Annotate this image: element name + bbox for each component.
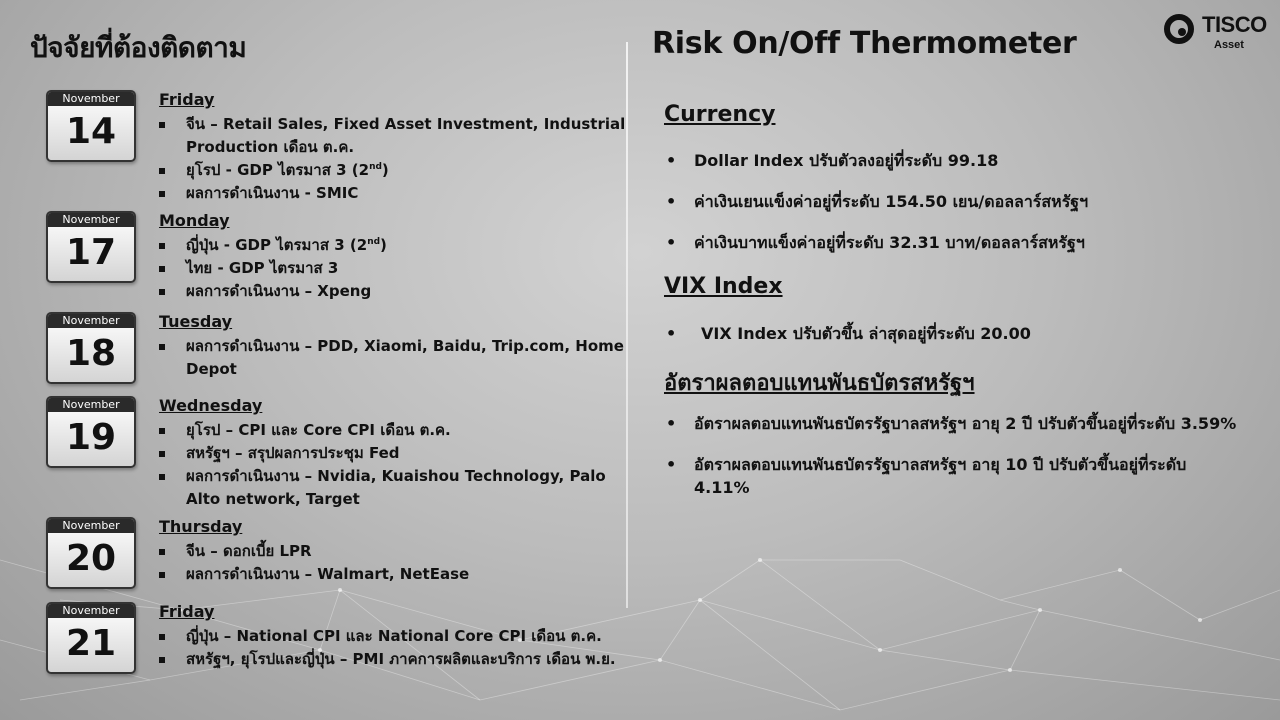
weekday-label: Monday [159,211,230,230]
event-list [159,419,629,511]
weekday-label: Tuesday [159,312,233,331]
event-item: ผลการดำเนินงาน – Walmart, NetEase [159,563,629,586]
event-item: ไทย - GDP ไตรมาส 3 [159,257,629,280]
vix-item: • VIX Index ปรับตัวขึ้น ล่าสุดอยู่ที่ระดับ 20.00 [664,322,1244,345]
weekday-label: Friday [159,602,215,621]
event-list [159,540,629,586]
event-item: ยุโรป – CPI และ Core CPI เดือน ต.ค. [159,419,629,442]
event-item: สหรัฐฯ, ยุโรปและญี่ปุ่น – PMI ภาคการผลิตและบริการ เดือน พ.ย. [159,648,629,671]
event-item: จีน – Retail Sales, Fixed Asset Investment, Industrial Production เดือน ต.ค. [159,113,629,159]
calendar-month: November [48,604,134,618]
event-list [159,234,629,303]
bond-yield-item: • อัตราผลตอบแทนพันธบัตรรัฐบาลสหรัฐฯ อายุ 2 ปี ปรับตัวขึ้นอยู่ที่ระดับ 3.59% [664,412,1244,435]
logo-brand-text: TISCO [1202,12,1267,37]
calendar-month: November [48,314,134,328]
event-item: ผลการดำเนินงาน - SMIC [159,182,629,205]
calendar-icon [46,396,136,468]
event-item: ผลการดำเนินงาน – Nvidia, Kuaishou Technology, Palo Alto network, Target [159,465,629,511]
calendar-date: 21 [65,623,117,664]
brand-logo [1164,12,1267,58]
currency-item: • ค่าเงินเยนแข็งค่าอยู่ที่ระดับ 154.50 เยน/ดอลลาร์สหรัฐฯ [664,190,1244,213]
bond-yield-section-title: อัตราผลตอบแทนพันธบัตรสหรัฐฯ [664,371,975,396]
calendar-month: November [48,92,134,106]
calendar-month: November [48,519,134,533]
thermometer-heading: Risk On/Off Thermometer [652,26,1077,61]
event-item: ญี่ปุ่น - GDP ไตรมาส 3 (2nd) [159,234,629,257]
currency-list [664,149,1244,254]
calendar-icon [46,312,136,384]
factors-heading: ปัจจัยที่ต้องติดตาม [30,31,247,64]
event-list [159,113,629,205]
vix-section-title: VIX Index [664,274,783,299]
calendar-month: November [48,398,134,412]
calendar-icon [46,211,136,283]
calendar-date: 20 [65,538,117,579]
bond-yield-item: • อัตราผลตอบแทนพันธบัตรรัฐบาลสหรัฐฯ อายุ 10 ปี ปรับตัวขึ้นอยู่ที่ระดับ 4.11% [664,453,1244,499]
calendar-icon [46,90,136,162]
bond-yield-list [664,412,1244,499]
calendar-date: 17 [65,232,117,273]
calendar-icon [46,517,136,589]
currency-item: • Dollar Index ปรับตัวลงอยู่ที่ระดับ 99.18 [664,149,1244,172]
calendar-date: 14 [65,111,117,152]
event-item: จีน – ดอกเบี้ย LPR [159,540,629,563]
calendar-month: November [48,213,134,227]
event-list [159,625,629,671]
event-item: ยุโรป - GDP ไตรมาส 3 (2nd) [159,159,629,182]
calendar-icon [46,602,136,674]
weekday-label: Friday [159,90,215,109]
event-item: ผลการดำเนินงาน – PDD, Xiaomi, Baidu, Trip.com, Home Depot [159,335,629,381]
calendar-date: 18 [65,333,117,374]
logo-sub-text: Asset [1214,39,1244,51]
currency-section-title: Currency [664,102,776,127]
vix-list [664,322,1244,345]
currency-item: • ค่าเงินบาทแข็งค่าอยู่ที่ระดับ 32.31 บาท/ดอลลาร์สหรัฐฯ [664,231,1244,254]
weekday-label: Wednesday [159,396,263,415]
weekday-label: Thursday [159,517,243,536]
event-list [159,335,629,381]
logo-ring-icon [1164,14,1194,44]
event-item: สหรัฐฯ – สรุปผลการประชุม Fed [159,442,629,465]
event-item: ผลการดำเนินงาน – Xpeng [159,280,629,303]
event-item: ญี่ปุ่น – National CPI และ National Core CPI เดือน ต.ค. [159,625,629,648]
calendar-date: 19 [65,417,117,458]
